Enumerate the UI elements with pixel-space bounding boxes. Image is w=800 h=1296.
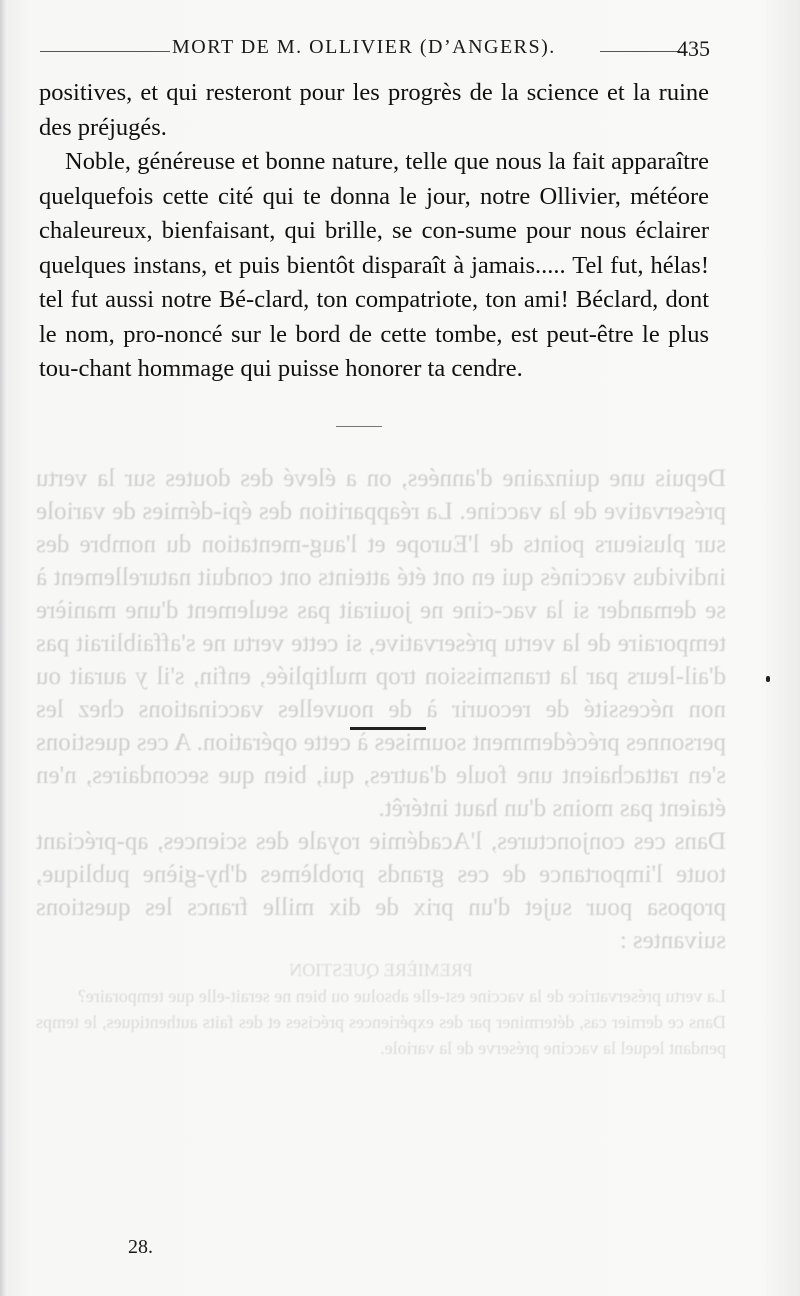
- body-text: [39, 76, 709, 387]
- running-head: [40, 36, 710, 66]
- running-head-rule-right: [600, 51, 680, 52]
- running-head-rule-left: [40, 51, 170, 52]
- paragraph-continuation: positives, et qui resteront pour les progrès de la science et la ruine des préjugés.: [39, 79, 709, 141]
- bleed-through-text: [36, 462, 726, 1061]
- bleed-paragraph: Dans ces conjonctures, l'Académie royale des sciences, ap-préciant toute l'importance de ces grands problèmes d'hy-giène publique, proposa pour sujet d'un prix de dix mille francs les questions suivantes :: [36, 828, 726, 954]
- bleed-paragraph: Dans ce dernier cas, déterminer par des expériences précises et des faits authentiques, le temps pendant lequel la vaccine préserve de la variole.: [36, 1012, 726, 1058]
- running-head-title: MORT DE M. OLLIVIER (D’ANGERS).: [172, 36, 556, 58]
- signature-mark: 28.: [128, 1236, 153, 1258]
- ink-speck: [766, 676, 770, 682]
- paragraph-noble: Noble, généreuse et bonne nature, telle que nous la fait apparaître quelquefois cette cité qui te donna le jour, notre Ollivier, météore chaleureux, bienfaisant, qui brille, se con-sume pour nous éclairer quelques instans, et puis bientôt disparaît à jamais..... Tel fut, hélas! tel fut aussi notre Bé-clard, ton compatriote, ton ami! Béclard, dont le nom, pro-noncé sur le bord de cette tombe, est peut-être le plus tou-chant hommage qui puisse honorer ta cendre.: [39, 148, 709, 382]
- bleed-through-rule: [350, 727, 426, 730]
- section-end-rule: [336, 426, 382, 427]
- bleed-paragraph: Depuis une quinzaine d'années, on a élevé des doutes sur la vertu préservative de la vaccine. La réapparition des épi-démies de variole sur plusieurs points de l'Europe et l'aug-mentation du nombre des individus vaccinés qui en ont été atteints ont conduit naturellement à se demander si la vac-cine ne jouirait pas seulement d'une manière temporaire de la vertu préservative, si cette vertu ne s'affaiblirait pas d'ail-leurs par la transmission trop multipliée, enfin, s'il y aurait ou non nécessité de recourir à de nouvelles vaccinations chez les personnes précédemment soumises à cette opération. A ces questions s'en rattachaient une foule d'autres, qui, bien que secondaires, n'en étaient pas moins d'un haut intérêt.: [36, 465, 726, 822]
- page-number: 435: [677, 36, 710, 61]
- bleed-paragraph: La vertu préservatrice de la vaccine est-elle absolue ou bien ne serait-elle que temporaire?: [77, 986, 726, 1006]
- bleed-heading: PREMIÈRE QUESTION: [289, 960, 473, 980]
